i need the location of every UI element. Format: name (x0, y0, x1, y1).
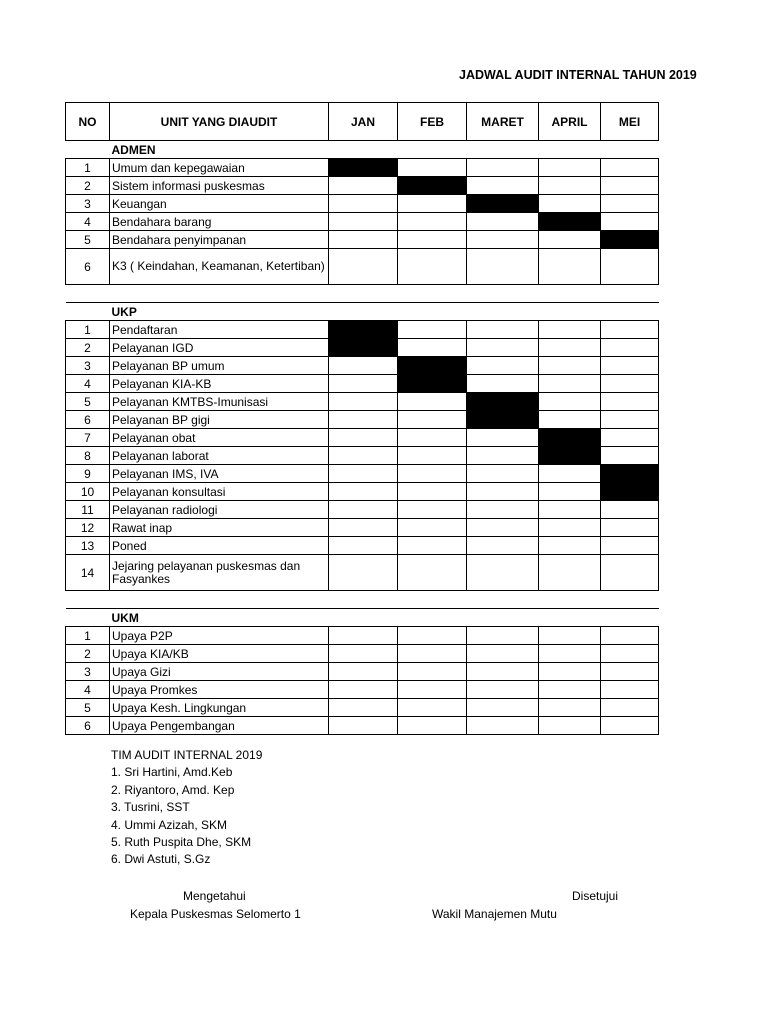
schedule-cell (467, 447, 539, 465)
schedule-cell (539, 195, 601, 213)
team-title: TIM AUDIT INTERNAL 2019 (111, 748, 263, 762)
row-number: 8 (66, 447, 110, 465)
schedule-cell (398, 465, 467, 483)
table-row (66, 177, 659, 195)
header-no: NO (66, 103, 110, 141)
table-row (66, 501, 659, 519)
table-row (66, 339, 659, 357)
schedule-cell (539, 411, 601, 429)
schedule-cell (539, 213, 601, 231)
schedule-cell (329, 339, 398, 357)
section-spacer (66, 303, 110, 321)
signature-left-label: Mengetahui (183, 889, 246, 903)
schedule-cell (329, 717, 398, 735)
schedule-cell (398, 519, 467, 537)
schedule-cell (329, 447, 398, 465)
schedule-cell (467, 375, 539, 393)
schedule-cell (601, 555, 659, 591)
section-months-spacer (329, 609, 659, 627)
schedule-cell (601, 177, 659, 195)
schedule-cell (398, 339, 467, 357)
table-row (66, 699, 659, 717)
schedule-cell (467, 519, 539, 537)
section-header-row (66, 303, 659, 321)
schedule-cell (601, 357, 659, 375)
row-unit-name: Pelayanan BP gigi (110, 411, 329, 429)
schedule-cell (601, 717, 659, 735)
table-row (66, 429, 659, 447)
table-row (66, 375, 659, 393)
schedule-cell (467, 177, 539, 195)
schedule-cell (539, 321, 601, 339)
schedule-cell (539, 483, 601, 501)
row-number: 3 (66, 357, 110, 375)
table-row (66, 231, 659, 249)
schedule-cell (601, 645, 659, 663)
schedule-cell (467, 339, 539, 357)
spacer-cell (66, 285, 659, 303)
audit-schedule-table (65, 102, 659, 735)
schedule-cell (467, 393, 539, 411)
table-row (66, 483, 659, 501)
schedule-cell (398, 699, 467, 717)
spacer-row (66, 591, 659, 609)
row-unit-name: Jejaring pelayanan puskesmas dan Fasyankes (110, 555, 329, 591)
schedule-cell (601, 483, 659, 501)
schedule-cell (398, 627, 467, 645)
schedule-cell (329, 483, 398, 501)
schedule-cell (539, 717, 601, 735)
schedule-cell (398, 357, 467, 375)
schedule-cell (329, 627, 398, 645)
audit-team (111, 747, 262, 869)
schedule-cell (398, 231, 467, 249)
row-number: 12 (66, 519, 110, 537)
schedule-cell (601, 213, 659, 231)
schedule-cell (467, 717, 539, 735)
table-row (66, 645, 659, 663)
row-number: 1 (66, 159, 110, 177)
header-month-mei: MEI (601, 103, 659, 141)
schedule-cell (539, 537, 601, 555)
team-member: 2. Riyantoro, Amd. Kep (111, 782, 235, 797)
schedule-cell (467, 213, 539, 231)
team-member: 1. Sri Hartini, Amd.Keb (111, 765, 233, 780)
schedule-cell (398, 645, 467, 663)
schedule-cell (398, 375, 467, 393)
schedule-cell (329, 699, 398, 717)
schedule-cell (539, 663, 601, 681)
schedule-cell (398, 177, 467, 195)
schedule-cell (601, 681, 659, 699)
schedule-cell (539, 681, 601, 699)
schedule-cell (467, 627, 539, 645)
schedule-cell (329, 501, 398, 519)
section-title: UKP (110, 303, 329, 321)
table-row (66, 357, 659, 375)
schedule-cell (398, 501, 467, 519)
schedule-cell (601, 375, 659, 393)
schedule-cell (467, 465, 539, 483)
row-unit-name: Upaya Promkes (110, 681, 329, 699)
team-member: 5. Ruth Puspita Dhe, SKM (111, 834, 252, 849)
row-number: 5 (66, 699, 110, 717)
row-number: 3 (66, 663, 110, 681)
schedule-cell (329, 663, 398, 681)
table-row (66, 159, 659, 177)
schedule-cell (539, 447, 601, 465)
section-title: UKM (110, 609, 329, 627)
row-unit-name: Pelayanan obat (110, 429, 329, 447)
row-number: 9 (66, 465, 110, 483)
schedule-cell (467, 483, 539, 501)
table-row (66, 195, 659, 213)
schedule-cell (539, 501, 601, 519)
row-number: 5 (66, 231, 110, 249)
header-unit: UNIT YANG DIAUDIT (110, 103, 329, 141)
schedule-cell (329, 213, 398, 231)
schedule-cell (398, 681, 467, 699)
row-number: 3 (66, 195, 110, 213)
schedule-cell (329, 429, 398, 447)
schedule-cell (539, 159, 601, 177)
schedule-cell (329, 555, 398, 591)
schedule-cell (329, 249, 398, 285)
schedule-cell (329, 681, 398, 699)
table-row (66, 717, 659, 735)
row-number: 13 (66, 537, 110, 555)
table-row (66, 555, 659, 591)
row-unit-name: K3 ( Keindahan, Keamanan, Ketertiban) (110, 249, 329, 285)
row-unit-name: Pendaftaran (110, 321, 329, 339)
section-spacer (66, 609, 110, 627)
section-title: ADMEN (110, 141, 329, 159)
row-number: 4 (66, 213, 110, 231)
schedule-cell (398, 429, 467, 447)
schedule-cell (601, 465, 659, 483)
row-unit-name: Pelayanan IGD (110, 339, 329, 357)
row-unit-name: Pelayanan konsultasi (110, 483, 329, 501)
table-row (66, 537, 659, 555)
schedule-cell (539, 393, 601, 411)
schedule-cell (467, 357, 539, 375)
schedule-cell (539, 465, 601, 483)
section-header-row (66, 609, 659, 627)
schedule-cell (398, 537, 467, 555)
schedule-cell (601, 321, 659, 339)
spacer-row (66, 285, 659, 303)
schedule-cell (539, 339, 601, 357)
team-member: 3. Tusrini, SST (111, 800, 190, 815)
schedule-cell (329, 177, 398, 195)
schedule-cell (398, 249, 467, 285)
header-month-maret: MARET (467, 103, 539, 141)
schedule-cell (398, 411, 467, 429)
table-row (66, 321, 659, 339)
table-row (66, 465, 659, 483)
schedule-cell (467, 699, 539, 717)
schedule-cell (539, 231, 601, 249)
schedule-cell (467, 501, 539, 519)
schedule-cell (467, 231, 539, 249)
schedule-cell (329, 645, 398, 663)
row-number: 6 (66, 411, 110, 429)
schedule-cell (398, 555, 467, 591)
row-unit-name: Pelayanan IMS, IVA (110, 465, 329, 483)
table-row (66, 519, 659, 537)
section-header-row (66, 141, 659, 159)
schedule-cell (398, 321, 467, 339)
section-months-spacer (329, 141, 659, 159)
schedule-cell (398, 159, 467, 177)
row-unit-name: Upaya KIA/KB (110, 645, 329, 663)
schedule-cell (398, 393, 467, 411)
signature-right-label: Disetujui (572, 889, 619, 903)
header-month-jan: JAN (329, 103, 398, 141)
table-row (66, 663, 659, 681)
table-row (66, 681, 659, 699)
schedule-cell (601, 411, 659, 429)
schedule-cell (601, 249, 659, 285)
row-unit-name: Pelayanan laborat (110, 447, 329, 465)
signature-right-role: Wakil Manajemen Mutu (432, 907, 557, 921)
schedule-cell (539, 357, 601, 375)
table-row (66, 627, 659, 645)
schedule-cell (601, 231, 659, 249)
row-number: 7 (66, 429, 110, 447)
row-number: 11 (66, 501, 110, 519)
schedule-cell (329, 321, 398, 339)
row-unit-name: Pelayanan KIA-KB (110, 375, 329, 393)
schedule-cell (601, 159, 659, 177)
schedule-cell (467, 321, 539, 339)
table-row (66, 447, 659, 465)
schedule-cell (601, 195, 659, 213)
schedule-cell (329, 357, 398, 375)
row-unit-name: Pelayanan radiologi (110, 501, 329, 519)
schedule-cell (539, 699, 601, 717)
schedule-cell (467, 195, 539, 213)
schedule-cell (329, 231, 398, 249)
row-unit-name: Umum dan kepegawaian (110, 159, 329, 177)
schedule-cell (398, 195, 467, 213)
schedule-cell (467, 645, 539, 663)
row-number: 1 (66, 627, 110, 645)
document-title: JADWAL AUDIT INTERNAL TAHUN 2019 (459, 68, 697, 82)
schedule-cell (467, 159, 539, 177)
row-number: 4 (66, 375, 110, 393)
schedule-cell (467, 681, 539, 699)
header-row (66, 103, 659, 141)
schedule-cell (329, 375, 398, 393)
schedule-cell (467, 663, 539, 681)
row-unit-name: Upaya P2P (110, 627, 329, 645)
row-unit-name: Upaya Kesh. Lingkungan (110, 699, 329, 717)
schedule-cell (467, 429, 539, 447)
row-unit-name: Bendahara penyimpanan (110, 231, 329, 249)
schedule-cell (398, 717, 467, 735)
row-number: 6 (66, 249, 110, 285)
section-months-spacer (329, 303, 659, 321)
schedule-cell (329, 537, 398, 555)
header-month-feb: FEB (398, 103, 467, 141)
header-month-april: APRIL (539, 103, 601, 141)
row-unit-name: Sistem informasi puskesmas (110, 177, 329, 195)
schedule-cell (539, 429, 601, 447)
schedule-cell (601, 537, 659, 555)
row-unit-name: Poned (110, 537, 329, 555)
table-row (66, 393, 659, 411)
table-row (66, 213, 659, 231)
schedule-cell (398, 447, 467, 465)
row-unit-name: Upaya Gizi (110, 663, 329, 681)
schedule-cell (601, 429, 659, 447)
table-row (66, 411, 659, 429)
schedule-cell (467, 537, 539, 555)
spacer-cell (66, 591, 659, 609)
schedule-cell (467, 555, 539, 591)
schedule-cell (329, 465, 398, 483)
row-number: 2 (66, 645, 110, 663)
signature-left-role: Kepala Puskesmas Selomerto 1 (130, 907, 301, 921)
row-unit-name: Upaya Pengembangan (110, 717, 329, 735)
row-number: 2 (66, 339, 110, 357)
row-unit-name: Bendahara barang (110, 213, 329, 231)
schedule-cell (329, 159, 398, 177)
schedule-cell (329, 393, 398, 411)
row-unit-name: Pelayanan BP umum (110, 357, 329, 375)
team-member: 4. Ummi Azizah, SKM (111, 817, 228, 832)
schedule-cell (539, 375, 601, 393)
table-row (66, 249, 659, 285)
schedule-cell (539, 627, 601, 645)
team-member: 6. Dwi Astuti, S.Gz (111, 852, 211, 867)
schedule-cell (601, 501, 659, 519)
schedule-cell (601, 663, 659, 681)
row-number: 10 (66, 483, 110, 501)
schedule-cell (539, 177, 601, 195)
schedule-cell (601, 699, 659, 717)
row-unit-name: Pelayanan KMTBS-Imunisasi (110, 393, 329, 411)
row-number: 2 (66, 177, 110, 195)
row-number: 4 (66, 681, 110, 699)
row-number: 6 (66, 717, 110, 735)
schedule-cell (329, 519, 398, 537)
schedule-cell (329, 195, 398, 213)
schedule-cell (467, 249, 539, 285)
schedule-cell (398, 483, 467, 501)
schedule-cell (329, 411, 398, 429)
schedule-cell (539, 645, 601, 663)
row-number: 1 (66, 321, 110, 339)
schedule-cell (539, 555, 601, 591)
schedule-cell (601, 627, 659, 645)
schedule-cell (601, 339, 659, 357)
schedule-cell (539, 519, 601, 537)
schedule-cell (539, 249, 601, 285)
schedule-cell (601, 519, 659, 537)
schedule-cell (467, 411, 539, 429)
row-unit-name: Rawat inap (110, 519, 329, 537)
schedule-cell (398, 213, 467, 231)
section-spacer (66, 141, 110, 159)
schedule-cell (601, 393, 659, 411)
row-unit-name: Keuangan (110, 195, 329, 213)
row-number: 5 (66, 393, 110, 411)
schedule-cell (398, 663, 467, 681)
schedule-cell (601, 447, 659, 465)
row-number: 14 (66, 555, 110, 591)
